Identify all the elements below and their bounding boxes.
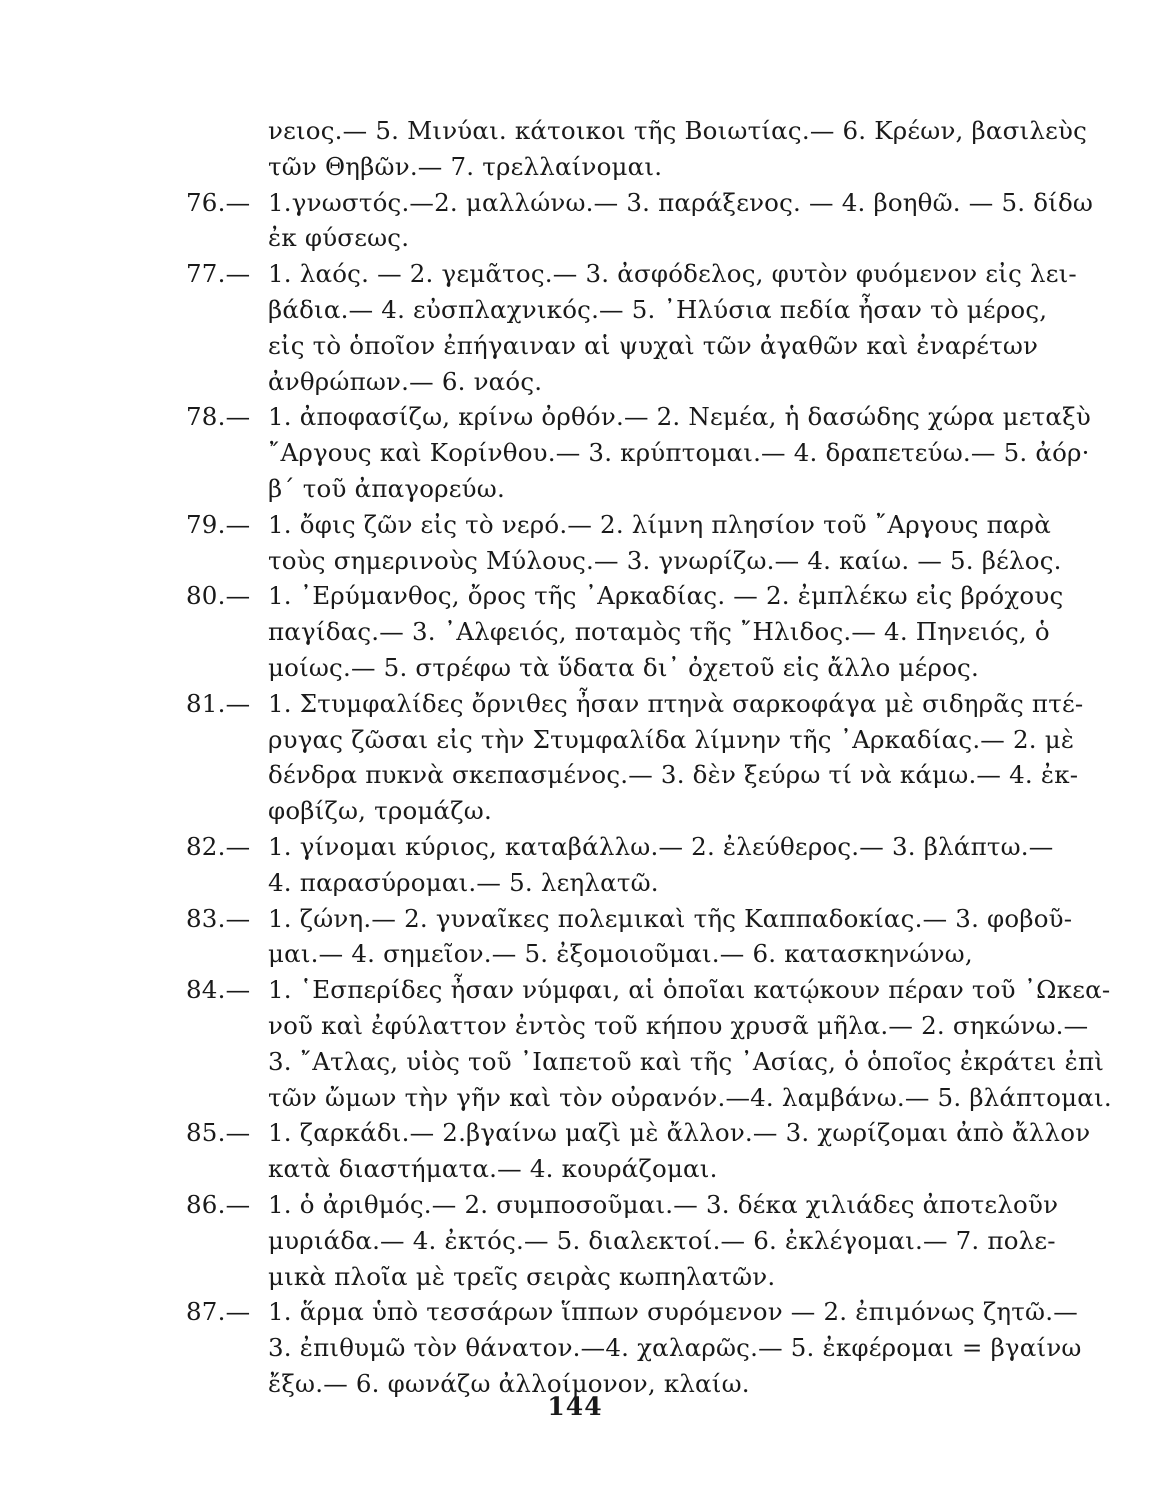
entry-text-line: 3. ἐπιθυμῶ τὸν θάνατον.—4. χαλαρῶς.— 5. ἐκφέρομαι = βγαίνω [268, 1333, 1082, 1363]
entry-text-line: εἰς τὸ ὁποῖον ἐπήγαιναν αἱ ψυχαὶ τῶν ἀγαθῶν καὶ ἐναρέτων [268, 330, 1039, 360]
entry-text-line: τοὺς σημερινοὺς Μύλους.— 3. γνωρίζω.— 4. καίω. — 5. βέλος. [268, 545, 1062, 575]
glossary-entry [186, 185, 1094, 257]
entry-text-line: 4. παρασύρομαι.— 5. λεηλατῶ. [268, 867, 659, 897]
entry-number: 76.— [186, 187, 251, 217]
glossary-entry [186, 829, 1054, 901]
glossary-entry [186, 399, 1091, 506]
entry-number: 81.— [186, 688, 251, 718]
entry-number: 77.— [186, 259, 251, 289]
entry-text-line: μικὰ πλοῖα μὲ τρεῖς σειρὰς κωπηλατῶν. [268, 1261, 776, 1291]
entry-text-line: νειος.— 5. Μινύαι. κάτοικοι τῆς Βοιωτίας.— 6. Κρέων, βασιλεὺς [268, 116, 1088, 145]
entry-number: 83.— [186, 903, 251, 933]
entry-text-line: παγίδας.— 3. ᾿Αλφειός, ποταμὸς τῆς ῎Ηλιδος.— 4. Πηνειός, ὁ [268, 617, 1050, 647]
entry-text-line: δένδρα πυκνὰ σκεπασμένος.— 3. δὲν ξεύρω τί νὰ κάμω.— 4. ἐκ- [268, 760, 1079, 790]
entry-text-line: 1. λαός. — 2. γεμᾶτος.— 3. ἀσφόδελος, φυτὸν φυόμενον εἰς λει- [268, 259, 1077, 289]
entry-text-line: 1. ἀποφασίζω, κρίνω ὀρθόν.— 2. Νεμέα, ἡ δασώδης χώρα μεταξὺ [268, 402, 1091, 432]
entry-text-line: νοῦ καὶ ἐφύλαττον ἐντὸς τοῦ κήπου χρυσᾶ μῆλα.— 2. σηκώνω.— [268, 1010, 1089, 1040]
entry-number: 87.— [186, 1297, 251, 1327]
entry-text-line: 1. Στυμφαλίδες ὄρνιθες ἦσαν πτηνὰ σαρκοφάγα μὲ σιδηρᾶς πτέ- [268, 688, 1084, 718]
glossary-entry [186, 972, 1112, 1115]
entry-text-line: β΄ τοῦ ἀπαγορεύω. [268, 473, 505, 503]
entry-text-line: μαι.— 4. σημεῖον.— 5. ἐξομοιοῦμαι.— 6. κατασκηνώνω, [268, 939, 973, 969]
glossary-entry [186, 507, 1062, 579]
entry-text-line: φοβίζω, τρομάζω. [268, 796, 492, 826]
glossary-entry [186, 1187, 1059, 1294]
entry-text-line: μυριάδα.— 4. ἐκτός.— 5. διαλεκτοί.— 6. ἐκλέγομαι.— 7. πολε- [268, 1225, 1056, 1255]
entry-number: 85.— [186, 1118, 251, 1148]
entry-text-line: 1. ᾿Ερύμανθος, ὄρος τῆς ᾿Αρκαδίας. — 2. ἐμπλέκω εἰς βρόχους [268, 581, 1064, 611]
entry-text-line: 1. ὁ ἀριθμός.— 2. συμποσοῦμαι.— 3. δέκα χιλιάδες ἀποτελοῦν [268, 1189, 1059, 1219]
entry-number: 86.— [186, 1189, 251, 1219]
entry-text-line: ἔξω.— 6. φωνάζω ἀλλοίμονον, κλαίω. [268, 1368, 750, 1398]
entry-text-line: ἀνθρώπων.— 6. ναός. [268, 366, 543, 396]
entry-text-line: μοίως.— 5. στρέφω τὰ ὕδατα δι᾿ ὀχετοῦ εἰς ἄλλο μέρος. [268, 652, 979, 682]
glossary-entry [186, 686, 1084, 829]
entry-number: 84.— [186, 975, 251, 1005]
entry-text-line: 1.γνωστός.—2. μαλλώνω.— 3. παράξενος. — 4. βοηθῶ. — 5. δίδω [268, 187, 1094, 217]
glossary-list [186, 113, 1112, 1402]
glossary-entry [186, 256, 1077, 399]
glossary-entry [186, 113, 1088, 185]
glossary-entry [186, 578, 1064, 685]
entry-text-line: 1. ῾Εσπερίδες ἦσαν νύμφαι, αἱ ὁποῖαι κατῴκουν πέραν τοῦ ᾿Ωκεα- [268, 975, 1111, 1005]
entry-number: 79.— [186, 509, 251, 539]
glossary-entry [186, 1115, 1091, 1187]
entry-text-line: τῶν Θηβῶν.— 7. τρελλαίνομαι. [268, 151, 663, 181]
entry-text-line: βάδια.— 4. εὐσπλαχνικός.— 5. ᾿Ηλύσια πεδία ἦσαν τὸ μέρος, [268, 294, 1048, 324]
entry-text-line: 1. ἅρμα ὑπὸ τεσσάρων ἵππων συρόμενον — 2. ἐπιμόνως ζητῶ.— [268, 1297, 1078, 1327]
entry-number: 80.— [186, 581, 251, 611]
glossary-entry [186, 1294, 1082, 1401]
entry-text-line: ῎Αργους καὶ Κορίνθου.— 3. κρύπτομαι.— 4. δραπετεύω.— 5. ἀόρ· [268, 438, 1090, 468]
entry-number: 82.— [186, 831, 251, 861]
entry-text-line: τῶν ὤμων τὴν γῆν καὶ τὸν οὐρανόν.—4. λαμβάνω.— 5. βλάπτομαι. [268, 1082, 1112, 1112]
entry-text-line: 1. ζώνη.— 2. γυναῖκες πολεμικαὶ τῆς Καππαδοκίας.— 3. φοβοῦ- [268, 903, 1073, 933]
entry-text-line: 1. ζαρκάδι.— 2.βγαίνω μαζὶ μὲ ἄλλον.— 3. χωρίζομαι ἀπὸ ἄλλον [268, 1118, 1091, 1148]
glossary-entry [186, 901, 1073, 973]
page-number: 144 [547, 1392, 603, 1421]
entry-text-line: 1. γίνομαι κύριος, καταβάλλω.— 2. ἐλεύθερος.— 3. βλάπτω.— [268, 831, 1054, 861]
entry-text-line: κατὰ διαστήματα.— 4. κουράζομαι. [268, 1154, 718, 1184]
entry-text-line: ἐκ φύσεως. [268, 223, 410, 253]
entry-text-line: ρυγας ζῶσαι εἰς τὴν Στυμφαλίδα λίμνην τῆς ᾿Αρκαδίας.— 2. μὲ [268, 724, 1075, 754]
entry-number: 78.— [186, 402, 251, 432]
entry-text-line: 3. ῎Ατλας, υἱὸς τοῦ ᾿Ιαπετοῦ καὶ τῆς ᾿Ασίας, ὁ ὁποῖος ἐκράτει ἐπὶ [268, 1046, 1105, 1076]
entry-text-line: 1. ὄφις ζῶν εἰς τὸ νερό.— 2. λίμνη πλησίον τοῦ ῎Αργους παρὰ [268, 509, 1052, 539]
